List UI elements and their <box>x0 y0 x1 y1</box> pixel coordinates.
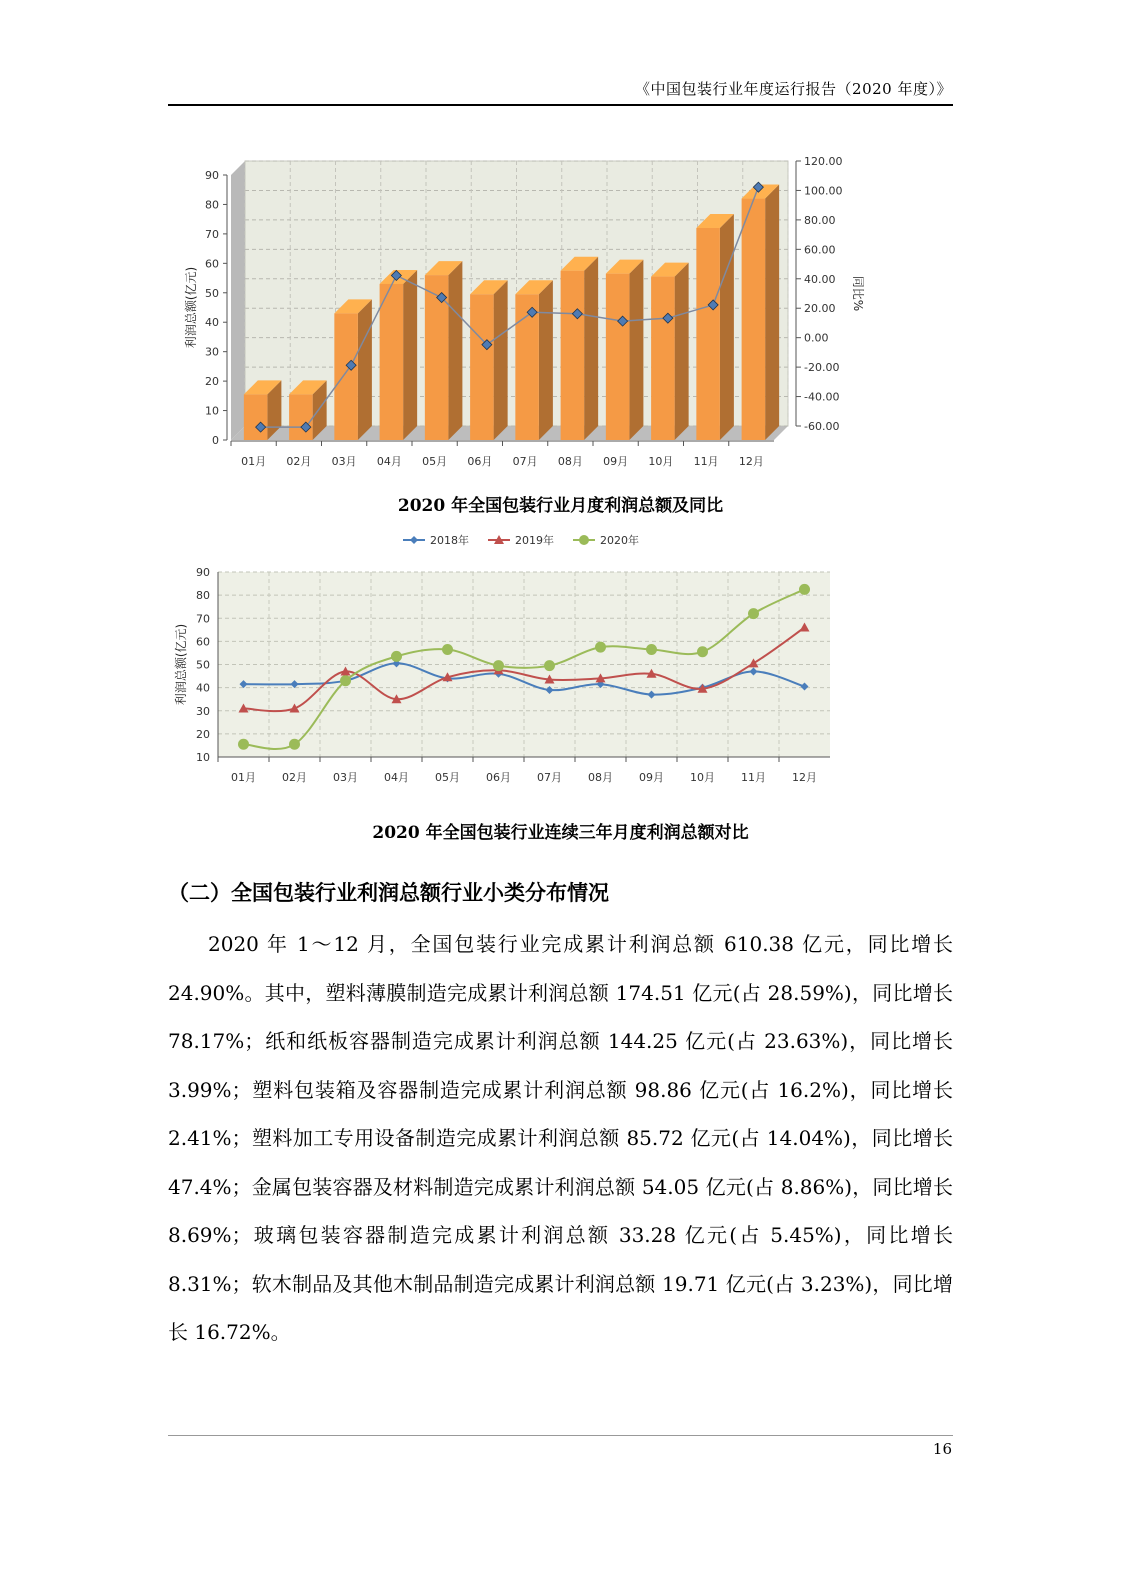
x-tick-label: 01月 <box>231 771 256 784</box>
bar-10月 <box>651 263 689 440</box>
bar-side <box>448 261 462 440</box>
bar-12月 <box>742 185 780 440</box>
bar-front <box>742 199 766 440</box>
bar-02月 <box>289 380 327 440</box>
y-tick-label: 20 <box>196 727 210 741</box>
body-paragraph: 2020 年 1～12 月，全国包装行业完成累计利润总额 610.38 亿元，同比增长 24.90%。其中，塑料薄膜制造完成累计利润总额 174.51 亿元(占 28.59%)，同比增长 78.17%；纸和纸板容器制造完成累计利润总额 144.25 亿元(占 23.63%)，同比增长 3.99%；塑料包装箱及容器制造完成累计利润总额 98.86 亿元(占 16.2%)，同比增长 2.41%；塑料加工专用设备制造完成累计利润总额 85.72 亿元(占 14.04%)，同比增长 47.4%；金属包装容器及材料制造完成累计利润总额 54.05 亿元(占 8.86%)，同比增长 8.69%；玻璃包装容器制造完成累计利润总额 33.28 亿元(占 5.45%)，同比增长 8.31%；软木制品及其他木制品制造完成累计利润总额 19.71 亿元(占 3.23%)，同比增长 16.72%。 <box>168 932 953 1344</box>
y2-tick-label: 80.00 <box>804 213 836 227</box>
bar-front <box>334 313 358 440</box>
x-tick-label: 09月 <box>639 771 664 784</box>
y2-tick-label: -40.00 <box>804 390 840 404</box>
x-tick-label: 02月 <box>286 455 312 468</box>
y2-axis-title: 同比% <box>851 275 865 312</box>
bar-front <box>244 394 268 440</box>
x-tick-label: 03月 <box>331 455 357 468</box>
legend-item-2020年 <box>573 533 639 547</box>
bar-front <box>289 394 313 440</box>
bar-side <box>358 299 372 440</box>
x-tick-label: 04月 <box>384 771 409 784</box>
legend-label: 2020年 <box>600 534 639 547</box>
y-axis-title: 利润总额(亿元) <box>174 623 188 706</box>
y2-tick-label: 40.00 <box>804 272 836 286</box>
bar-01月 <box>244 380 282 440</box>
y-tick-label: 60 <box>196 635 210 649</box>
x-tick-label: 08月 <box>588 771 613 784</box>
y-tick-label: 70 <box>196 612 210 626</box>
page-number: 16 <box>932 1440 952 1458</box>
y2-tick-label: 60.00 <box>804 243 836 257</box>
x-tick-label: 12月 <box>738 455 764 468</box>
bar-side <box>539 280 553 440</box>
profit-bar-chart <box>168 155 888 485</box>
legend-label: 2018年 <box>430 534 469 547</box>
bar-front <box>651 277 675 440</box>
header-rule <box>168 104 953 106</box>
x-tick-label: 06月 <box>486 771 511 784</box>
y-tick-label: 50 <box>205 286 219 300</box>
bar-side <box>494 280 508 440</box>
x-tick-label: 05月 <box>435 771 460 784</box>
y2-tick-label: -20.00 <box>804 361 840 375</box>
y-tick-label: 40 <box>205 316 219 330</box>
y-tick-label: 70 <box>205 227 219 241</box>
y2-tick-label: 100.00 <box>804 184 843 198</box>
point-2020年-07月 <box>544 660 555 671</box>
point-2020年-02月 <box>289 739 300 750</box>
y-tick-label: 80 <box>196 589 210 603</box>
x-tick-label: 01月 <box>241 455 267 468</box>
bar-front <box>470 294 494 440</box>
y-tick-label: 60 <box>205 257 219 271</box>
y2-tick-label: 120.00 <box>804 155 843 168</box>
bar-11月 <box>696 214 734 440</box>
y-tick-label: 0 <box>212 434 219 447</box>
legend-item-2019年 <box>488 533 554 547</box>
bar-05月 <box>425 261 463 440</box>
bar-side <box>629 260 643 440</box>
bar-06月 <box>470 280 508 440</box>
y-tick-label: 50 <box>196 658 210 672</box>
x-tick-label: 05月 <box>422 455 448 468</box>
x-tick-label: 12月 <box>792 771 817 784</box>
bar-03月 <box>334 299 372 440</box>
bar-front <box>606 274 630 440</box>
report-header-title: 《中国包装行业年度运行报告（2020 年度）》 <box>635 80 952 98</box>
legend-marker <box>410 536 418 544</box>
bar-08月 <box>561 257 599 440</box>
chart2-title: 2020 年全国包装行业连续三年月度利润总额对比 <box>372 823 749 843</box>
y-tick-label: 30 <box>205 345 219 359</box>
x-tick-label: 04月 <box>376 455 402 468</box>
point-2020年-03月 <box>340 675 351 686</box>
y-tick-label: 30 <box>196 704 210 718</box>
bar-04月 <box>380 270 418 440</box>
y2-tick-label: 0.00 <box>804 331 829 345</box>
y-tick-label: 90 <box>196 566 210 579</box>
x-tick-label: 11月 <box>741 771 766 784</box>
y2-tick-label: -60.00 <box>804 420 840 433</box>
x-tick-label: 10月 <box>648 455 674 468</box>
bar-side <box>675 263 689 440</box>
bar-side <box>720 214 734 440</box>
x-tick-label: 10月 <box>690 771 715 784</box>
point-2020年-11月 <box>748 608 759 619</box>
y-axis-title: 利润总额(亿元) <box>184 266 198 349</box>
bar-front <box>380 284 404 440</box>
chart1-title: 2020 年全国包装行业月度利润总额及同比 <box>397 496 724 516</box>
three-year-line-chart <box>168 528 888 800</box>
legend-item-2018年 <box>403 533 469 547</box>
plot-side-wall <box>231 161 245 440</box>
y-tick-label: 20 <box>205 375 219 389</box>
bar-front <box>696 228 720 440</box>
y-tick-label: 10 <box>196 751 210 764</box>
point-2020年-06月 <box>493 660 504 671</box>
x-tick-label: 09月 <box>603 455 629 468</box>
x-tick-label: 07月 <box>537 771 562 784</box>
legend-label: 2019年 <box>515 534 554 547</box>
bar-side <box>765 185 779 440</box>
y2-tick-label: 20.00 <box>804 302 836 316</box>
x-tick-label: 02月 <box>282 771 307 784</box>
y-tick-label: 40 <box>196 681 210 695</box>
section-heading: （二）全国包装行业利润总额行业小类分布情况 <box>168 881 609 905</box>
x-tick-label: 06月 <box>467 455 493 468</box>
footer-rule <box>168 1435 953 1436</box>
bar-side <box>584 257 598 440</box>
point-2020年-12月 <box>799 584 810 595</box>
point-2020年-08月 <box>595 642 606 653</box>
y-tick-label: 80 <box>205 198 219 212</box>
y-tick-label: 90 <box>205 169 219 182</box>
y-tick-label: 10 <box>205 404 219 418</box>
point-2020年-05月 <box>442 644 453 655</box>
x-tick-label: 08月 <box>557 455 583 468</box>
point-2020年-09月 <box>646 644 657 655</box>
point-2020年-01月 <box>238 739 249 750</box>
x-tick-label: 07月 <box>512 455 538 468</box>
x-tick-label: 11月 <box>693 455 719 468</box>
legend-marker <box>579 535 589 545</box>
bar-front <box>561 271 585 440</box>
bar-09月 <box>606 260 644 440</box>
bar-side <box>403 270 417 440</box>
bar-07月 <box>515 280 553 440</box>
point-2020年-04月 <box>391 651 402 662</box>
point-2020年-10月 <box>697 646 708 657</box>
x-tick-label: 03月 <box>333 771 358 784</box>
